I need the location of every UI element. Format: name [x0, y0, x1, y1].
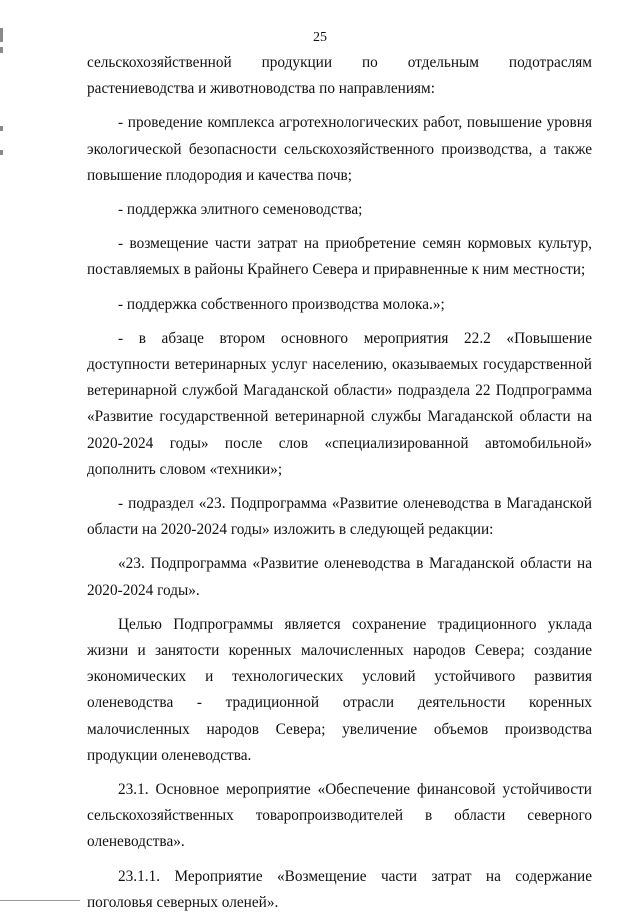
paragraph: сельскохозяйственной продукции по отдельным подотраслям растениеводства и животноводства по направлениям:	[87, 54, 592, 98]
paragraph: - возмещение части затрат на приобретение семян кормовых культур, поставляемых в районы Крайнего Севера и приравненные к ним местности;	[87, 235, 592, 279]
paragraph: - поддержка элитного семеноводства;	[118, 201, 363, 219]
scan-bottom-rule	[0, 900, 80, 901]
scan-edge-mark	[0, 150, 3, 155]
paragraph: - в абзаце втором основного мероприятия 22.2 «Повышение доступности ветеринарных услуг населению, оказываемых государственной ветеринарной службой Магаданской области» подраздела 22 Подпрограмма «Развитие государственной ветеринарной службы Магаданской области на 2020-2024 годы» после слов «специализированной автомобильной» дополнить словом «техники»;	[87, 329, 592, 478]
paragraph: 23.1.1. Мероприятие «Возмещение части затрат на содержание поголовья северных оленей».	[87, 867, 592, 911]
document-body	[87, 50, 592, 916]
paragraph: «23. Подпрограмма «Развитие оленеводства в Магаданской области на 2020-2024 годы».	[87, 555, 592, 599]
paragraph: Целью Подпрограммы является сохранение традиционного уклада жизни и занятости коренных малочисленных народов Севера; создание экономических и технологических условий устойчивого развития оленеводства - традиционной отрасли деятельности коренных малочисленных народов Севера; увеличение объемов производства продукции оленеводства.	[87, 615, 592, 764]
paragraph: 23.1. Основное мероприятие «Обеспечение финансовой устойчивости сельскохозяйственных товаропроизводителей в области северного оленеводства».	[87, 781, 592, 851]
paragraph: - подраздел «23. Подпрограмма «Развитие оленеводства в Магаданской области на 2020-2024 годы» изложить в следующей редакции:	[87, 495, 592, 539]
page-number: 25	[313, 30, 327, 45]
paragraph: - поддержка собственного производства молока.»;	[118, 295, 445, 313]
scan-edge-mark	[0, 47, 3, 53]
scan-edge-mark	[0, 126, 3, 131]
paragraph: - проведение комплекса агротехнологических работ, повышение уровня экологической безопасности сельскохозяйственного производства, а также повышение плодородия и качества почв;	[87, 114, 592, 184]
